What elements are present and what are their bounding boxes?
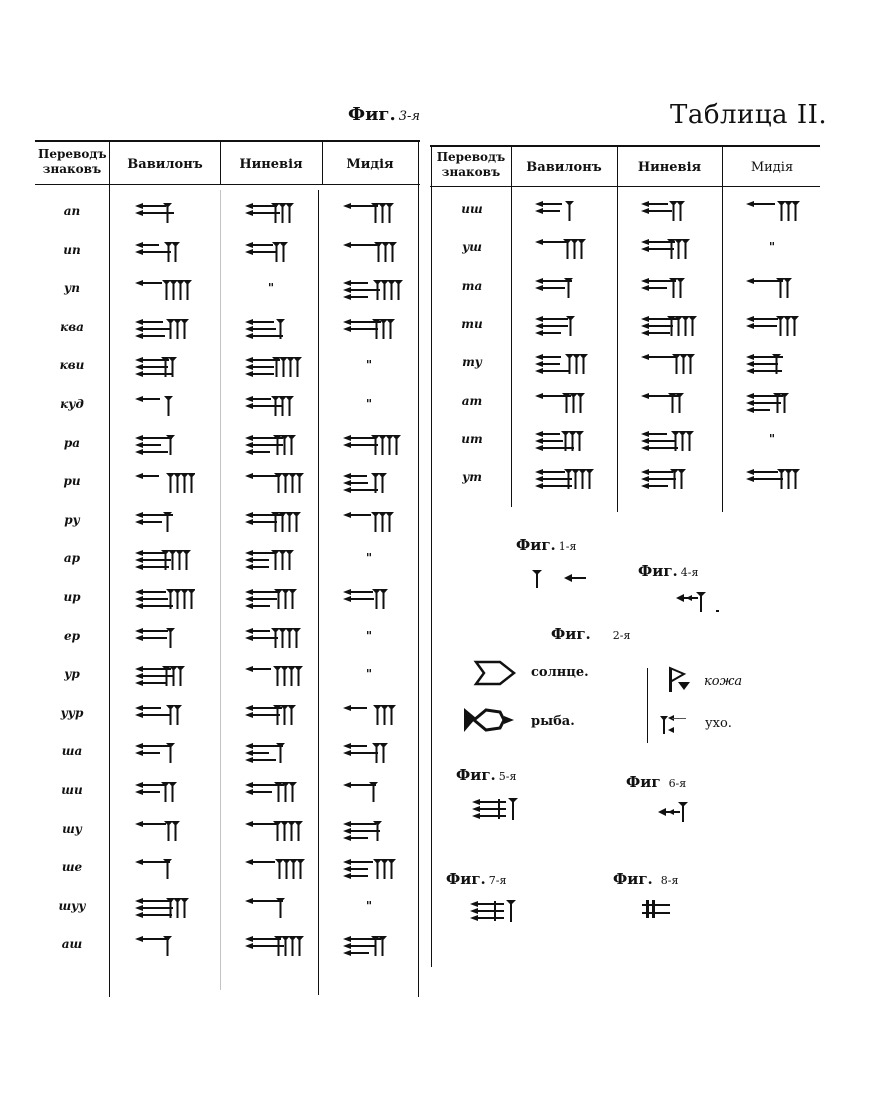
figure-3-number: 3-я xyxy=(398,109,421,124)
cuneiform-sign xyxy=(339,470,403,496)
cuneiform-sign xyxy=(241,200,305,226)
cuneiform-sign xyxy=(241,625,305,651)
cuneiform-sign xyxy=(131,818,195,844)
cuneiform-sign xyxy=(339,509,403,535)
cuneiform-sign xyxy=(131,702,195,728)
cuneiform-sign xyxy=(742,351,806,377)
ear-caption: ухо. xyxy=(705,716,732,731)
cuneiform-sign xyxy=(742,198,806,224)
cuneiform-sign xyxy=(241,702,305,728)
cuneiform-sign xyxy=(241,509,305,535)
cuneiform-sign xyxy=(241,432,305,458)
cuneiform-sign xyxy=(241,856,305,882)
cuneiform-sign xyxy=(241,354,305,380)
sun-sign-glyph xyxy=(470,658,520,688)
row-label: ар xyxy=(63,551,81,566)
row-label: уп xyxy=(64,281,80,296)
figure-7-label xyxy=(446,870,506,888)
row-label: уш xyxy=(462,240,482,255)
row-label: шу xyxy=(62,821,82,836)
cuneiform-sign xyxy=(637,466,701,492)
cuneiform-sign xyxy=(131,663,195,689)
row-label: ап xyxy=(63,204,81,218)
row-label: ши xyxy=(61,783,83,797)
row-label: ер xyxy=(63,628,81,643)
left-header-media: Мидія xyxy=(346,157,394,172)
row-label: ит xyxy=(461,431,483,446)
row-label: та xyxy=(461,278,483,293)
figure-2-label xyxy=(551,625,630,643)
ditto-mark: " xyxy=(365,628,373,643)
cuneiform-sign xyxy=(241,470,305,496)
cuneiform-sign xyxy=(637,275,701,301)
left-header-babylon: Вавилонъ xyxy=(127,157,203,172)
cuneiform-sign xyxy=(131,856,195,882)
ditto-mark: " xyxy=(267,281,275,296)
figure-8-number: 8-я xyxy=(660,874,679,887)
figure-4-glyphs xyxy=(674,590,724,616)
figure-4-label xyxy=(638,562,698,580)
figure-6-text: Фиг xyxy=(626,773,661,791)
cuneiform-sign xyxy=(742,275,806,301)
ear-sign-glyph xyxy=(656,710,696,740)
skin-caption: кожа xyxy=(704,674,743,689)
left-header-nineveh: Ниневія xyxy=(239,157,303,172)
figure-7-glyphs xyxy=(468,898,524,926)
cuneiform-sign xyxy=(131,779,195,805)
cuneiform-sign xyxy=(637,428,701,454)
ditto-mark: " xyxy=(768,240,776,255)
cuneiform-sign xyxy=(131,509,195,535)
row-label: ша xyxy=(61,744,83,759)
left-col-rule-2b xyxy=(220,190,221,990)
cuneiform-sign xyxy=(339,818,403,844)
cuneiform-sign xyxy=(531,275,595,301)
cuneiform-sign xyxy=(637,236,701,262)
row-label: аш xyxy=(61,937,83,952)
cuneiform-sign xyxy=(339,586,403,612)
right-header-babylon: Вавилонъ xyxy=(526,160,602,175)
cuneiform-sign xyxy=(637,351,701,377)
left-header-translation: Переводъ знаковъ xyxy=(38,147,107,176)
figure-5-number: 5-я xyxy=(498,770,517,783)
cuneiform-sign xyxy=(241,239,305,265)
ditto-mark: " xyxy=(768,431,776,446)
row-label: ут xyxy=(462,470,482,485)
ditto-mark: " xyxy=(365,898,373,913)
figure-1-text: Фиг. xyxy=(516,536,556,554)
cuneiform-sign xyxy=(131,740,195,766)
fish-sign-glyph xyxy=(460,704,520,736)
cuneiform-sign xyxy=(637,198,701,224)
cuneiform-sign xyxy=(531,236,595,262)
right-table-header-rule xyxy=(430,186,820,187)
left-col-rule-4 xyxy=(418,142,419,997)
figure-8-label xyxy=(613,870,678,888)
cuneiform-sign xyxy=(241,933,305,959)
row-label: ур xyxy=(64,667,80,682)
right-col-rule-3 xyxy=(617,147,618,512)
row-label: ту xyxy=(462,355,482,370)
cuneiform-sign xyxy=(339,933,403,959)
cuneiform-sign xyxy=(131,354,195,380)
right-header-media: Мидія xyxy=(750,160,794,175)
figure-2-divider xyxy=(647,668,648,743)
cuneiform-sign xyxy=(131,316,195,342)
figure-6-glyphs xyxy=(656,800,696,826)
cuneiform-sign xyxy=(339,740,403,766)
cuneiform-sign xyxy=(131,547,195,573)
right-col-rule-2 xyxy=(511,147,512,507)
figure-3-label xyxy=(348,104,420,125)
cuneiform-sign xyxy=(131,895,195,921)
row-label: ква xyxy=(60,319,84,334)
cuneiform-sign xyxy=(531,313,595,339)
figure-1-label xyxy=(516,536,576,554)
row-label: ри xyxy=(63,474,81,489)
cuneiform-sign xyxy=(637,390,701,416)
row-label: ру xyxy=(64,512,80,527)
row-label: куд xyxy=(60,397,84,411)
figure-5-glyphs xyxy=(470,796,526,824)
left-col-rule-1 xyxy=(109,142,110,997)
row-label: ше xyxy=(61,860,83,875)
figure-1-number: 1-я xyxy=(558,540,577,553)
cuneiform-sign xyxy=(339,239,403,265)
cuneiform-sign xyxy=(339,702,403,728)
cuneiform-sign xyxy=(742,390,806,416)
cuneiform-sign xyxy=(131,393,195,419)
row-label: иш xyxy=(461,202,483,216)
right-table-top-rule xyxy=(430,145,820,147)
right-col-rule-1 xyxy=(431,147,432,967)
cuneiform-sign xyxy=(241,316,305,342)
figure-6-number: 6-я xyxy=(668,777,687,790)
left-col-rule-2 xyxy=(220,142,221,184)
cuneiform-sign xyxy=(131,625,195,651)
row-label: ра xyxy=(63,435,81,450)
cuneiform-sign xyxy=(531,428,595,454)
figure-2-text: Фиг. xyxy=(551,625,591,643)
right-header-nineveh: Ниневія xyxy=(637,160,702,175)
figure-3-text: Фиг. xyxy=(348,104,396,125)
figure-2-number: 2-я xyxy=(612,629,631,642)
cuneiform-sign xyxy=(241,586,305,612)
cuneiform-sign xyxy=(241,393,305,419)
row-label: шуу xyxy=(58,898,86,913)
figure-7-text: Фиг. xyxy=(446,870,486,888)
cuneiform-sign xyxy=(531,390,595,416)
cuneiform-sign xyxy=(742,313,806,339)
cuneiform-sign xyxy=(131,277,195,303)
cuneiform-sign xyxy=(131,432,195,458)
cuneiform-sign xyxy=(339,200,403,226)
cuneiform-sign xyxy=(241,779,305,805)
cuneiform-sign xyxy=(131,200,195,226)
cuneiform-sign xyxy=(531,466,595,492)
left-table-top-rule xyxy=(35,140,420,142)
row-label: ти xyxy=(461,316,483,331)
cuneiform-sign xyxy=(339,856,403,882)
right-col-rule-4 xyxy=(722,147,723,512)
cuneiform-sign xyxy=(241,818,305,844)
cuneiform-sign xyxy=(241,740,305,766)
row-label: ир xyxy=(63,590,81,604)
figure-8-text: Фиг. xyxy=(613,870,653,888)
figure-1-glyphs xyxy=(528,568,598,592)
row-label: кви xyxy=(59,358,85,373)
cuneiform-sign xyxy=(339,779,403,805)
cuneiform-sign xyxy=(131,239,195,265)
row-label: ат xyxy=(461,393,483,408)
cuneiform-sign xyxy=(339,316,403,342)
figure-4-text: Фиг. xyxy=(638,562,678,580)
ditto-mark: " xyxy=(365,358,373,373)
row-label: уур xyxy=(60,705,84,720)
cuneiform-sign xyxy=(131,586,195,612)
cuneiform-sign xyxy=(131,933,195,959)
fish-caption: рыба. xyxy=(531,714,575,729)
figure-5-text: Фиг. xyxy=(456,766,496,784)
right-header-translation: Переводъ знаковъ xyxy=(436,150,506,179)
ditto-mark: " xyxy=(365,667,373,682)
cuneiform-sign xyxy=(241,663,305,689)
figure-7-number: 7-я xyxy=(488,874,507,887)
cuneiform-sign xyxy=(637,313,701,339)
figure-5-label xyxy=(456,766,516,784)
cuneiform-sign xyxy=(241,895,305,921)
cuneiform-sign xyxy=(339,432,403,458)
cuneiform-sign xyxy=(241,547,305,573)
sun-caption: солнце. xyxy=(531,665,589,680)
cuneiform-sign xyxy=(339,277,403,303)
cuneiform-sign xyxy=(131,470,195,496)
figure-4-number: 4-я xyxy=(680,566,699,579)
figure-6-label xyxy=(626,773,686,791)
cuneiform-sign xyxy=(742,466,806,492)
cuneiform-sign xyxy=(531,351,595,377)
ditto-mark: " xyxy=(365,551,373,566)
cuneiform-sign xyxy=(531,198,595,224)
ditto-mark: " xyxy=(365,397,373,411)
left-table-header-rule xyxy=(35,184,420,185)
table-title: Таблица II. xyxy=(670,100,828,130)
left-col-rule-3 xyxy=(322,142,323,184)
left-col-rule-3b xyxy=(318,190,319,995)
figure-8-glyphs xyxy=(640,898,680,922)
row-label: ип xyxy=(63,242,81,257)
skin-sign-glyph xyxy=(664,664,700,696)
